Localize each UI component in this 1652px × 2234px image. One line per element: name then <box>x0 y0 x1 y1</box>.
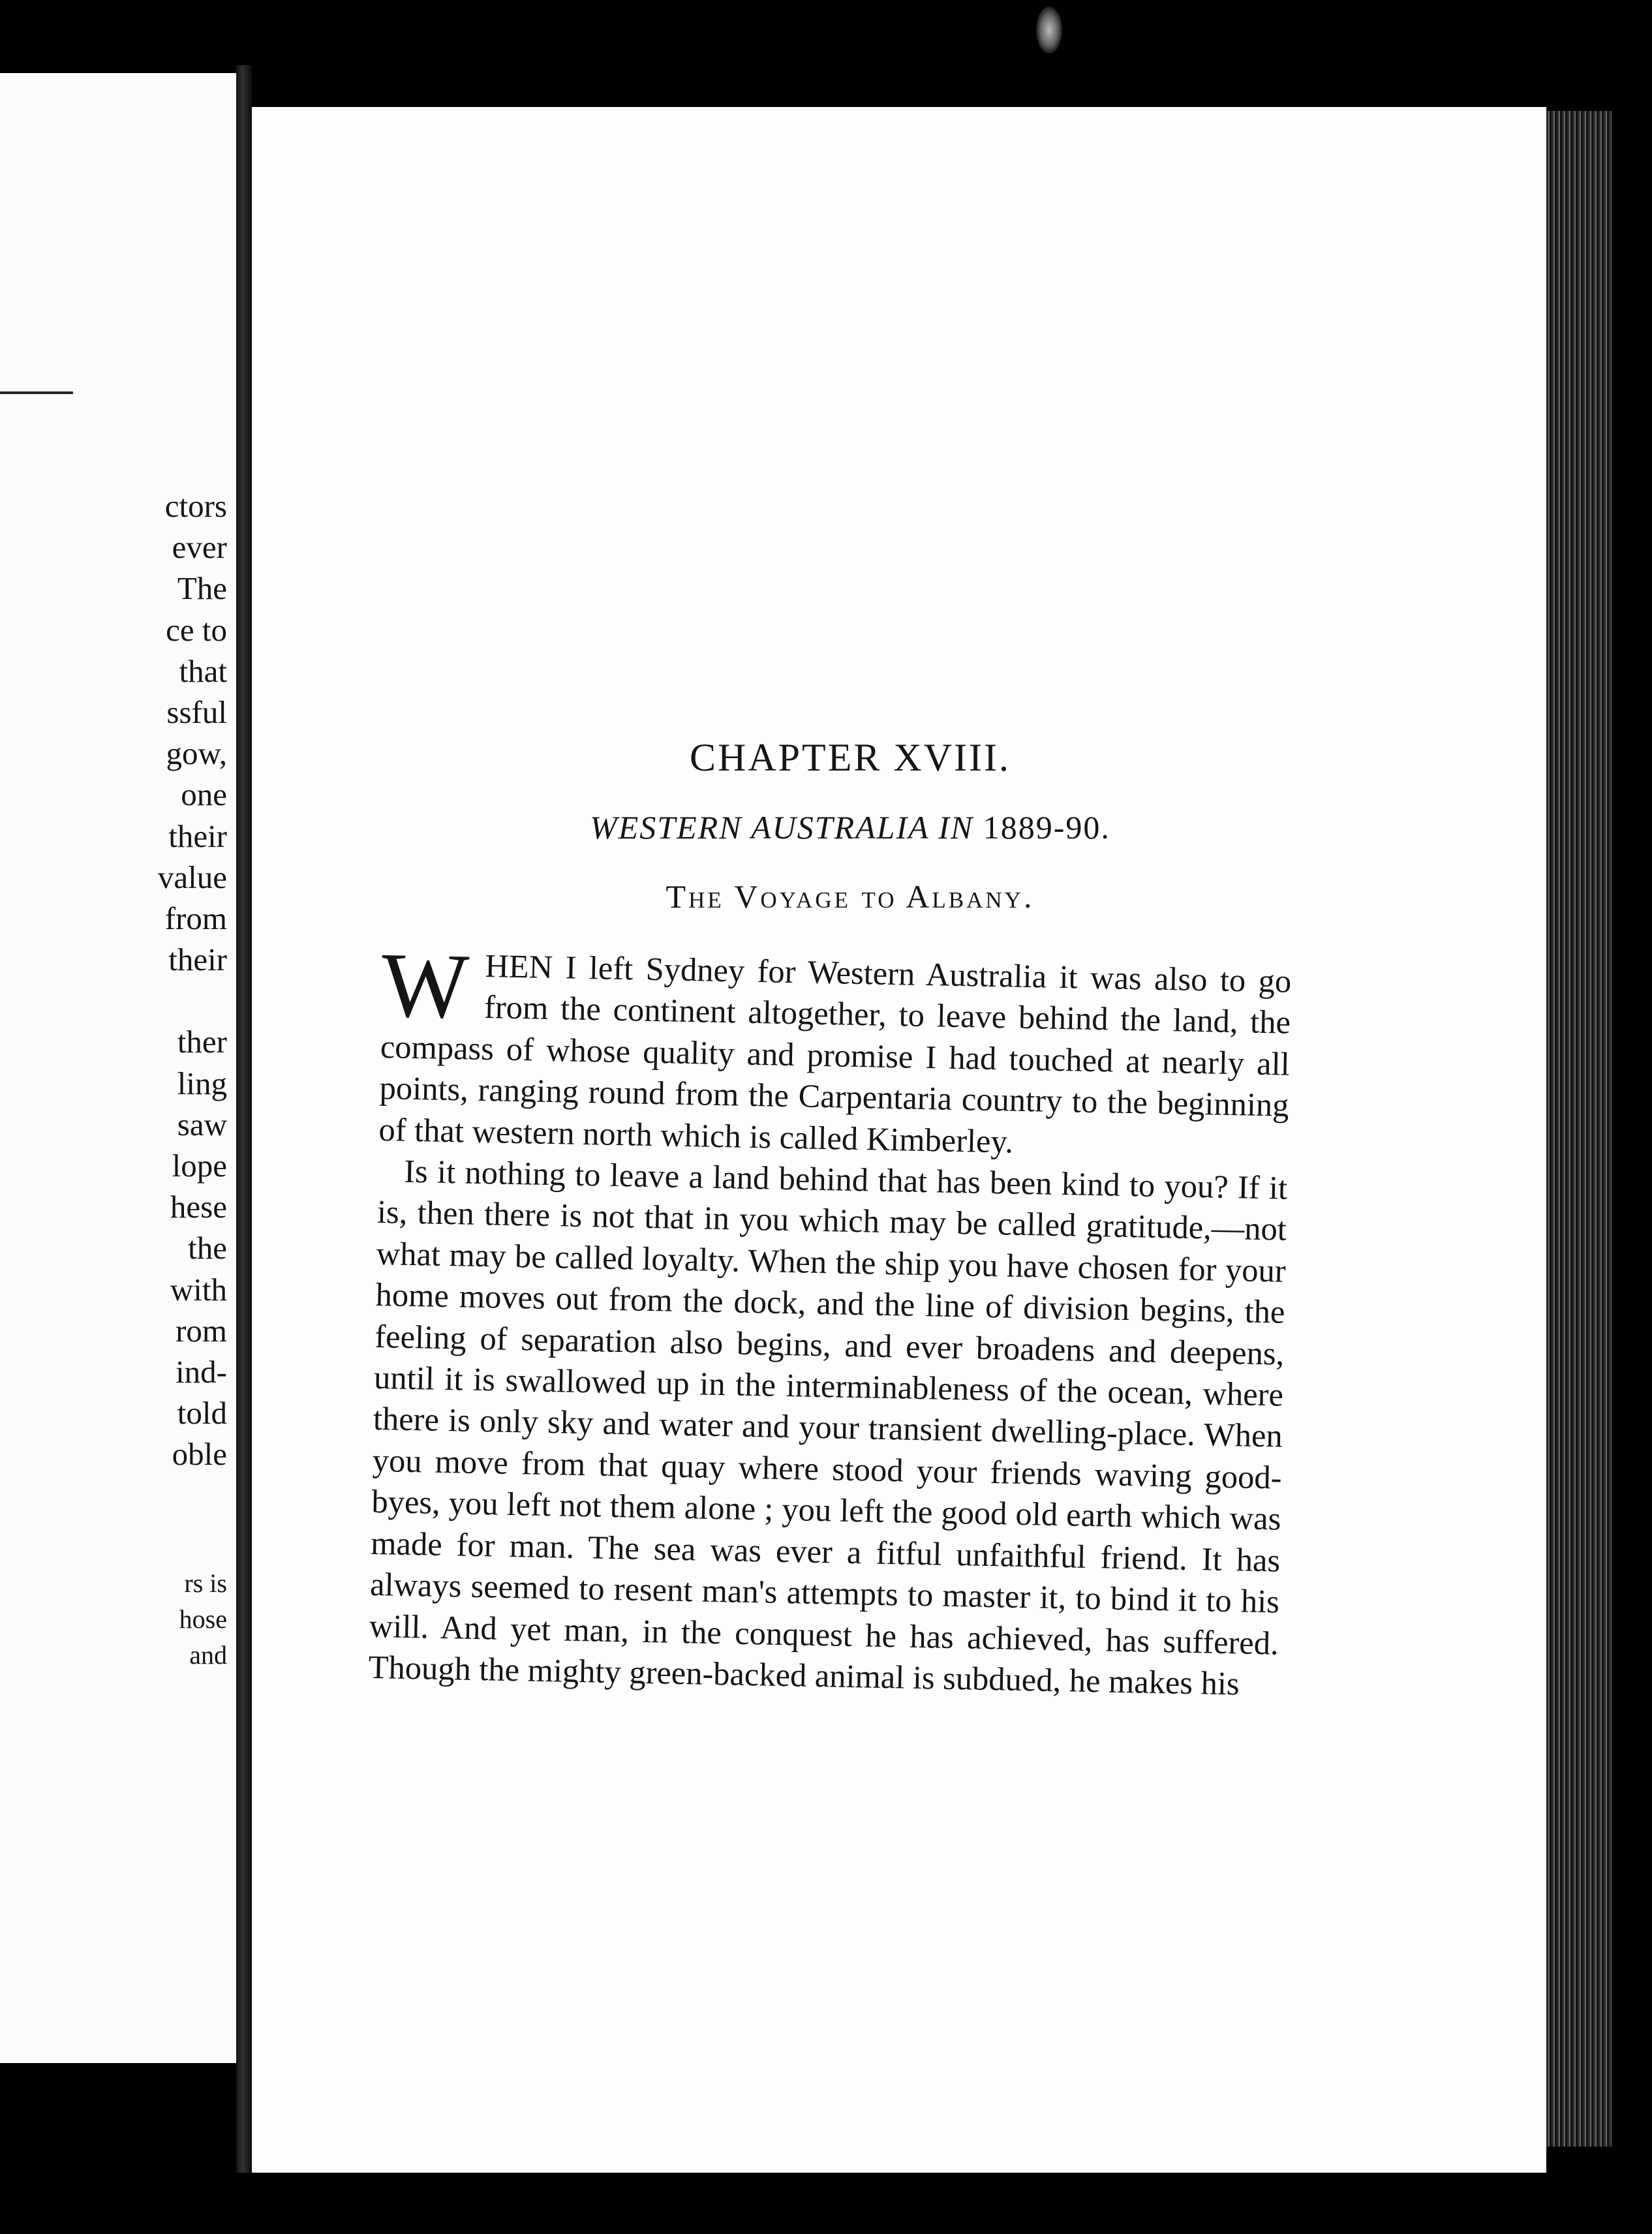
footnote-line: rs is <box>184 1568 227 1598</box>
line: ssful <box>166 694 227 731</box>
line: oble <box>172 1436 227 1473</box>
current-page <box>252 107 1546 2173</box>
chapter-body <box>368 933 1292 1706</box>
line: value <box>157 859 227 895</box>
line: one <box>181 776 227 813</box>
footnote-rule <box>0 391 73 394</box>
book-gutter <box>236 65 252 2173</box>
line: lope <box>172 1148 227 1184</box>
scan-smudge <box>1036 7 1062 54</box>
paragraph-1-text: HEN I left Sydney for Western Australia it was also to go from the continent altogether, to leave behind the land, the compass of whose quality and promise I had touched at nearly all points, ranging round from the Carpentaria country to the beginning of that western north which is called Kimberley. <box>378 947 1292 1160</box>
line: with <box>170 1271 227 1308</box>
footnote-line: hose <box>179 1604 227 1634</box>
chapter-text-block <box>368 728 1292 1702</box>
line: gow, <box>166 735 227 772</box>
line: The <box>177 570 227 607</box>
footnote-line: and <box>189 1640 227 1670</box>
line: ce to <box>166 611 227 648</box>
line: from <box>164 900 227 937</box>
previous-page-footnote <box>5 1565 227 1673</box>
drop-cap: W <box>380 933 470 1038</box>
paragraph-gap <box>5 980 227 1021</box>
line: that <box>179 652 227 689</box>
line: ctors <box>164 488 227 524</box>
line: told <box>177 1395 227 1431</box>
line: ind- <box>176 1354 227 1390</box>
paragraph-2: Is it nothing to leave a land behind that has been kind to you? If it is, then there is not that in you which may be called gratitude,—not what may be called loyalty. When the ship you have chosen for your home moves out from the dock, and the line of division begins, the feeling of separation also begins, and ever broadens and deepens, until it is swallowed up in the interminableness of the ocean, where there is only sky and water and your transient dwelling-place. When you move from that quay where stood your friends waving good-byes, you left not them alone ; you left the good old earth which was made for man. The sea was ever a fitful unfaithful friend. It has always seemed to resent man's attempts to master it, to bind it to his will. And yet man, in the conquest he has achieved, has suffered. Though the mighty green-backed animal is subdued, he makes his <box>368 1152 1288 1702</box>
line: their <box>168 818 227 854</box>
line: saw <box>177 1106 227 1142</box>
line: their <box>168 941 227 978</box>
line: ther <box>177 1024 227 1060</box>
subtitle-italic: WESTERN AUSTRALIA IN <box>590 809 974 846</box>
chapter-subtitle <box>408 795 1292 860</box>
line: ling <box>177 1065 227 1101</box>
section-heading: The Voyage to Albany. <box>665 878 1035 915</box>
line: the <box>188 1230 227 1266</box>
previous-page-text <box>5 485 227 1475</box>
previous-page <box>0 73 236 2063</box>
chapter-heading: CHAPTER XVIII. <box>690 736 1011 779</box>
paragraph-1 <box>378 933 1292 1168</box>
line: hese <box>170 1189 227 1225</box>
line: ever <box>172 529 227 566</box>
page-edges <box>1546 111 1612 2147</box>
subtitle-year: 1889-90. <box>983 809 1110 846</box>
line: rom <box>176 1312 227 1349</box>
